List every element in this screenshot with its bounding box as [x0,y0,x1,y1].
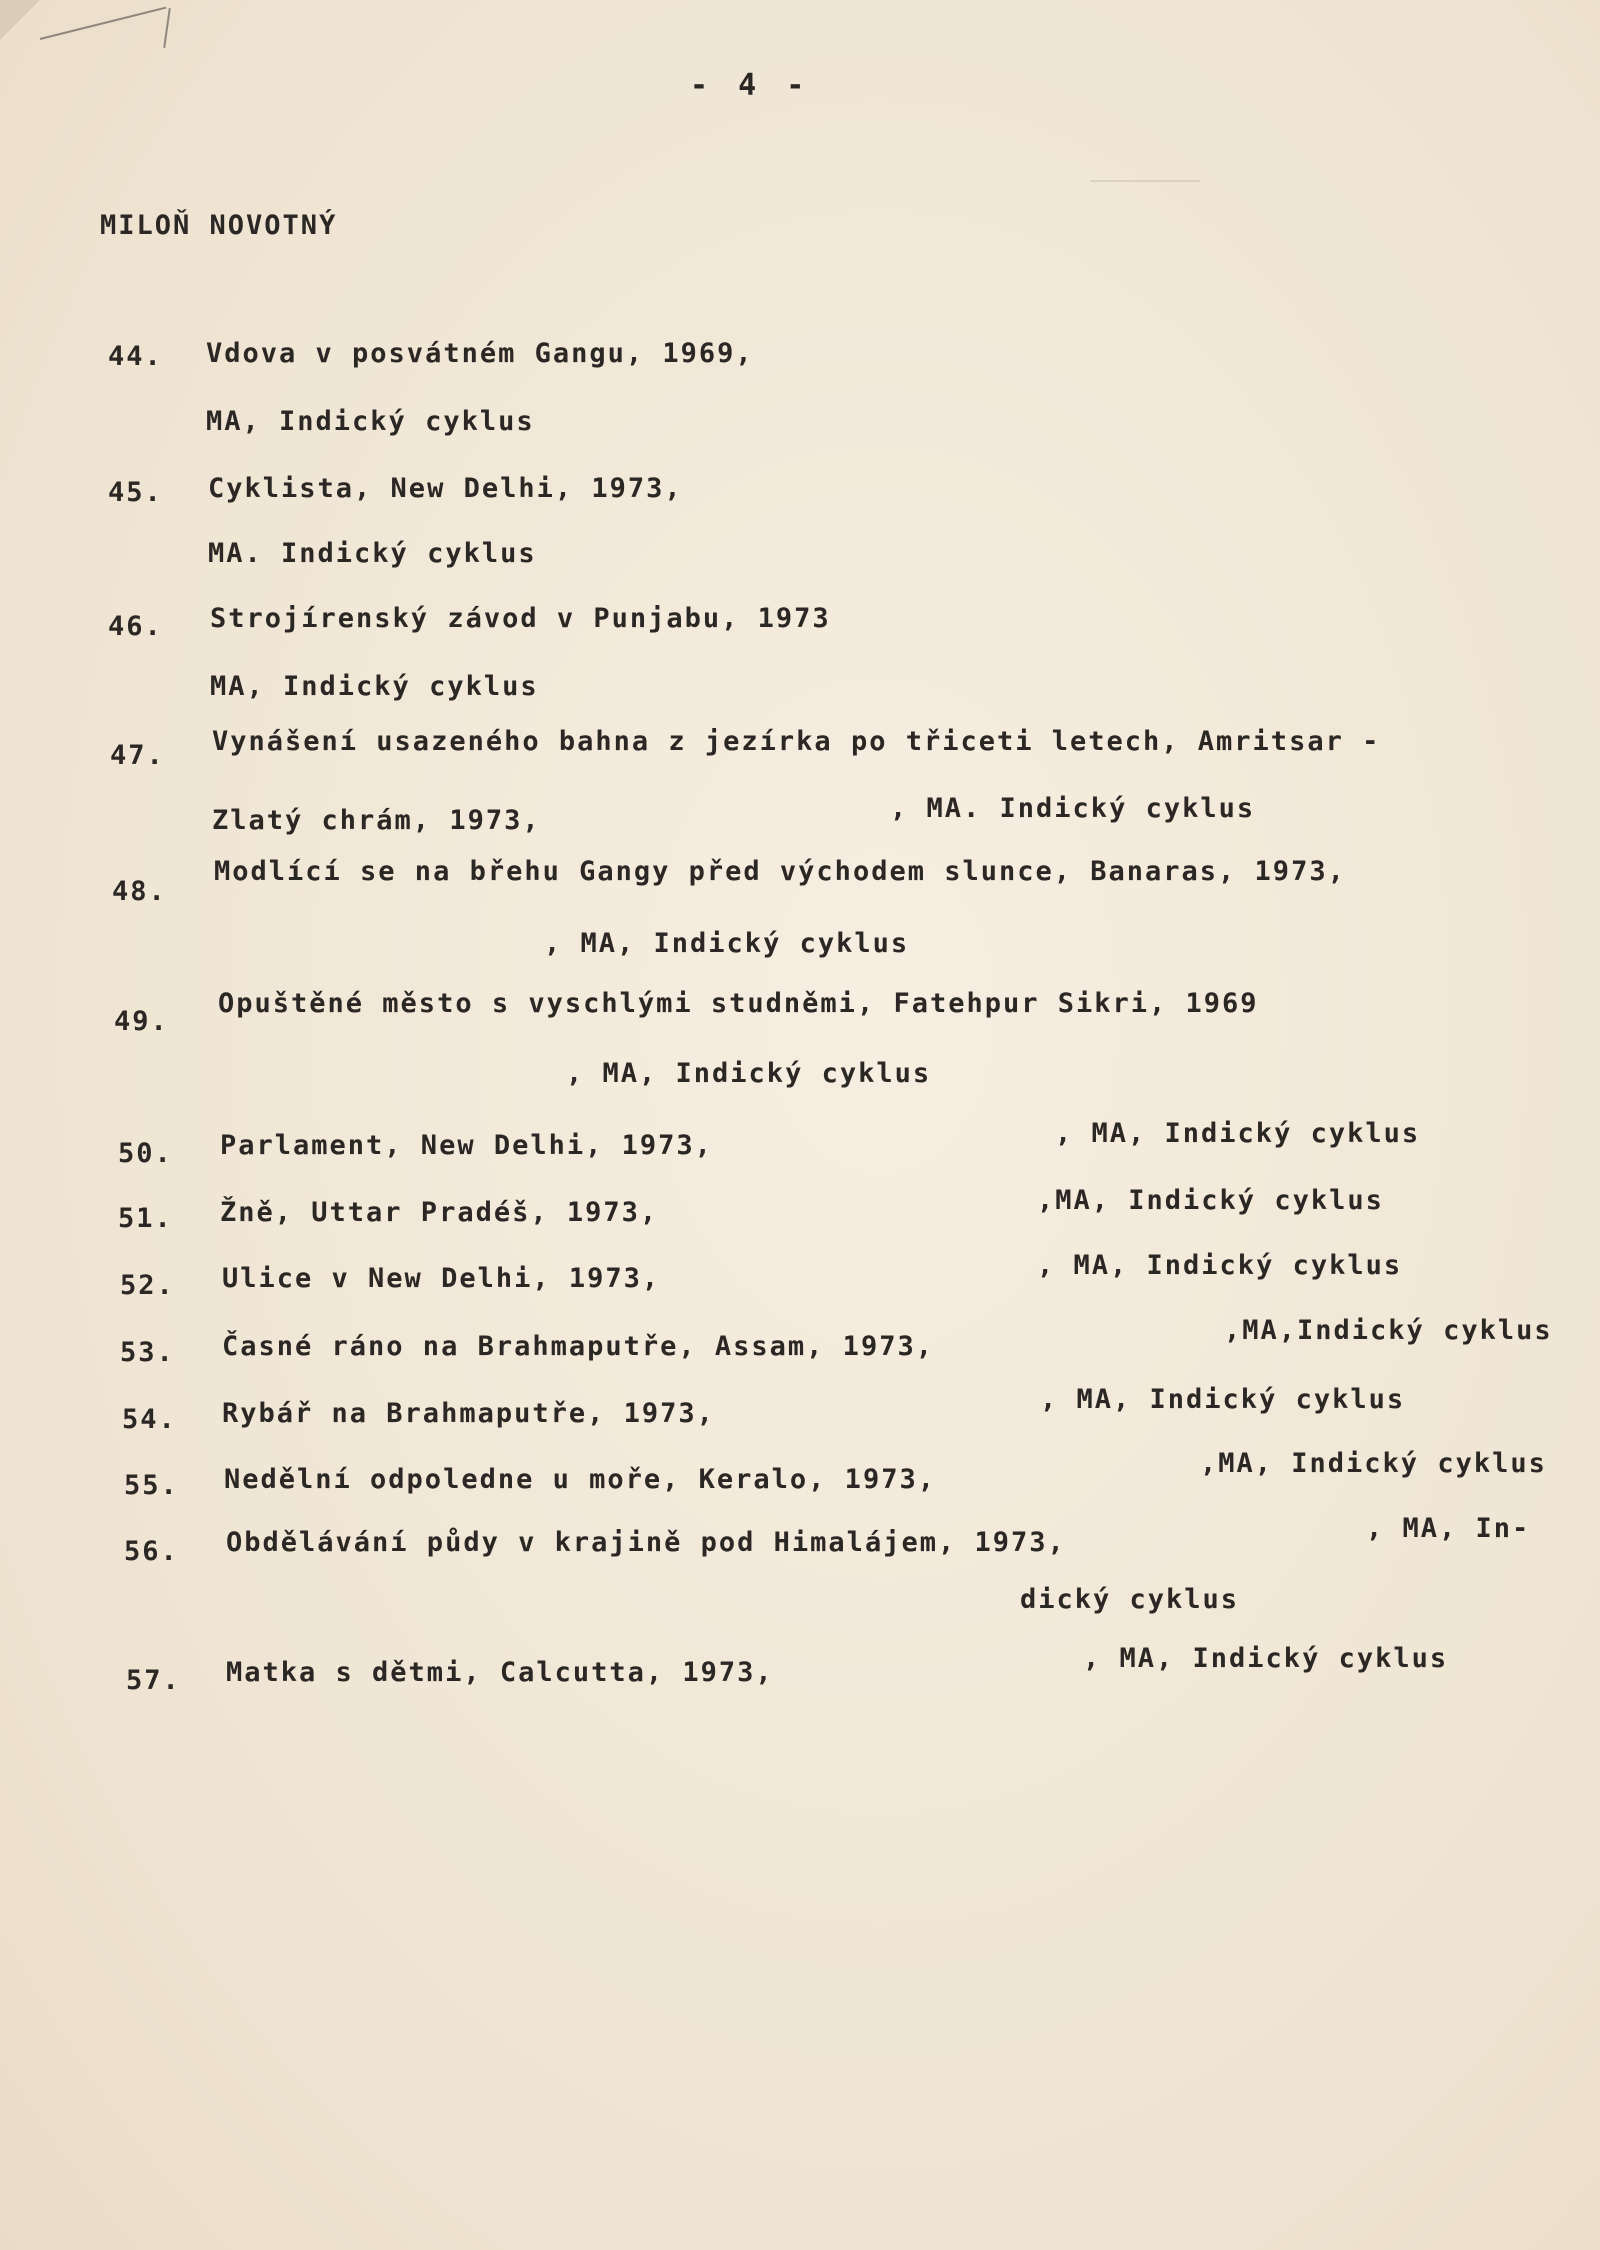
entry-title: Ulice v New Delhi, 1973, [222,1263,661,1294]
author-name: MILOŇ NOVOTNÝ [100,210,338,241]
entry-number: 57. [126,1665,181,1696]
entry-title: Strojírenský závod v Punjabu, 1973 [210,603,831,634]
entry-number: 47. [110,740,165,771]
entry-title: Opuštěné město s vyschlými studněmi, Fatehpur Sikri, 1969 [218,988,1259,1019]
entry-title: Nedělní odpoledne u moře, Keralo, 1973, [224,1464,936,1495]
entry-number: 50. [118,1138,173,1169]
entry-number: 46. [108,611,163,642]
entry-collection: , MA, In- [1366,1513,1531,1544]
entry-collection: , MA. Indický cyklus [890,793,1256,824]
entry-collection: , MA, Indický cyklus [1055,1118,1421,1149]
entry-title: Časné ráno na Brahmaputře, Assam, 1973, [222,1331,934,1362]
entry-title-cont: Zlatý chrám, 1973, [212,805,541,836]
entry-collection: MA. Indický cyklus [208,538,537,569]
entry-title: Vdova v posvátném Gangu, 1969, [206,338,754,369]
entry-collection: MA, Indický cyklus [206,406,535,437]
entry-title: Modlící se na břehu Gangy před východem slunce, Banaras, 1973, [214,856,1346,887]
entry-title: Žně, Uttar Pradéš, 1973, [220,1197,659,1228]
entry-title: Obdělávání půdy v krajině pod Himalájem, 1973, [226,1527,1066,1558]
entry-number: 44. [108,341,163,372]
entry-collection: ,MA, Indický cyklus [1037,1185,1384,1216]
entry-title: Vynášení usazeného bahna z jezírka po třiceti letech, Amritsar - [212,726,1381,757]
entry-collection-cont: dický cyklus [1020,1584,1240,1615]
entry-number: 54. [122,1404,177,1435]
entry-number: 55. [124,1470,179,1501]
entry-collection: , MA, Indický cyklus [1037,1250,1403,1281]
entry-collection: , MA, Indický cyklus [1083,1643,1449,1674]
entry-collection: , MA, Indický cyklus [544,928,910,959]
entry-number: 56. [124,1536,179,1567]
entry-collection: , MA, Indický cyklus [1040,1384,1406,1415]
entry-title: Parlament, New Delhi, 1973, [220,1130,713,1161]
entry-title: Rybář na Brahmaputře, 1973, [222,1398,715,1429]
entry-number: 48. [112,876,167,907]
entry-collection: ,MA, Indický cyklus [1200,1448,1547,1479]
pencil-mark [40,7,167,40]
page-number: - 4 - [690,68,811,103]
entry-collection: ,MA,Indický cyklus [1224,1315,1553,1346]
entry-collection: MA, Indický cyklus [210,671,539,702]
entry-title: Matka s dětmi, Calcutta, 1973, [226,1657,774,1688]
entry-number: 53. [120,1337,175,1368]
entry-number: 52. [120,1270,175,1301]
entry-collection: , MA, Indický cyklus [566,1058,932,1089]
entry-title: Cyklista, New Delhi, 1973, [208,473,683,504]
entry-number: 49. [114,1006,169,1037]
entry-number: 51. [118,1203,173,1234]
show-through-rule [1090,180,1200,182]
folded-corner [0,0,40,40]
entry-number: 45. [108,477,163,508]
pencil-tick [163,8,171,48]
